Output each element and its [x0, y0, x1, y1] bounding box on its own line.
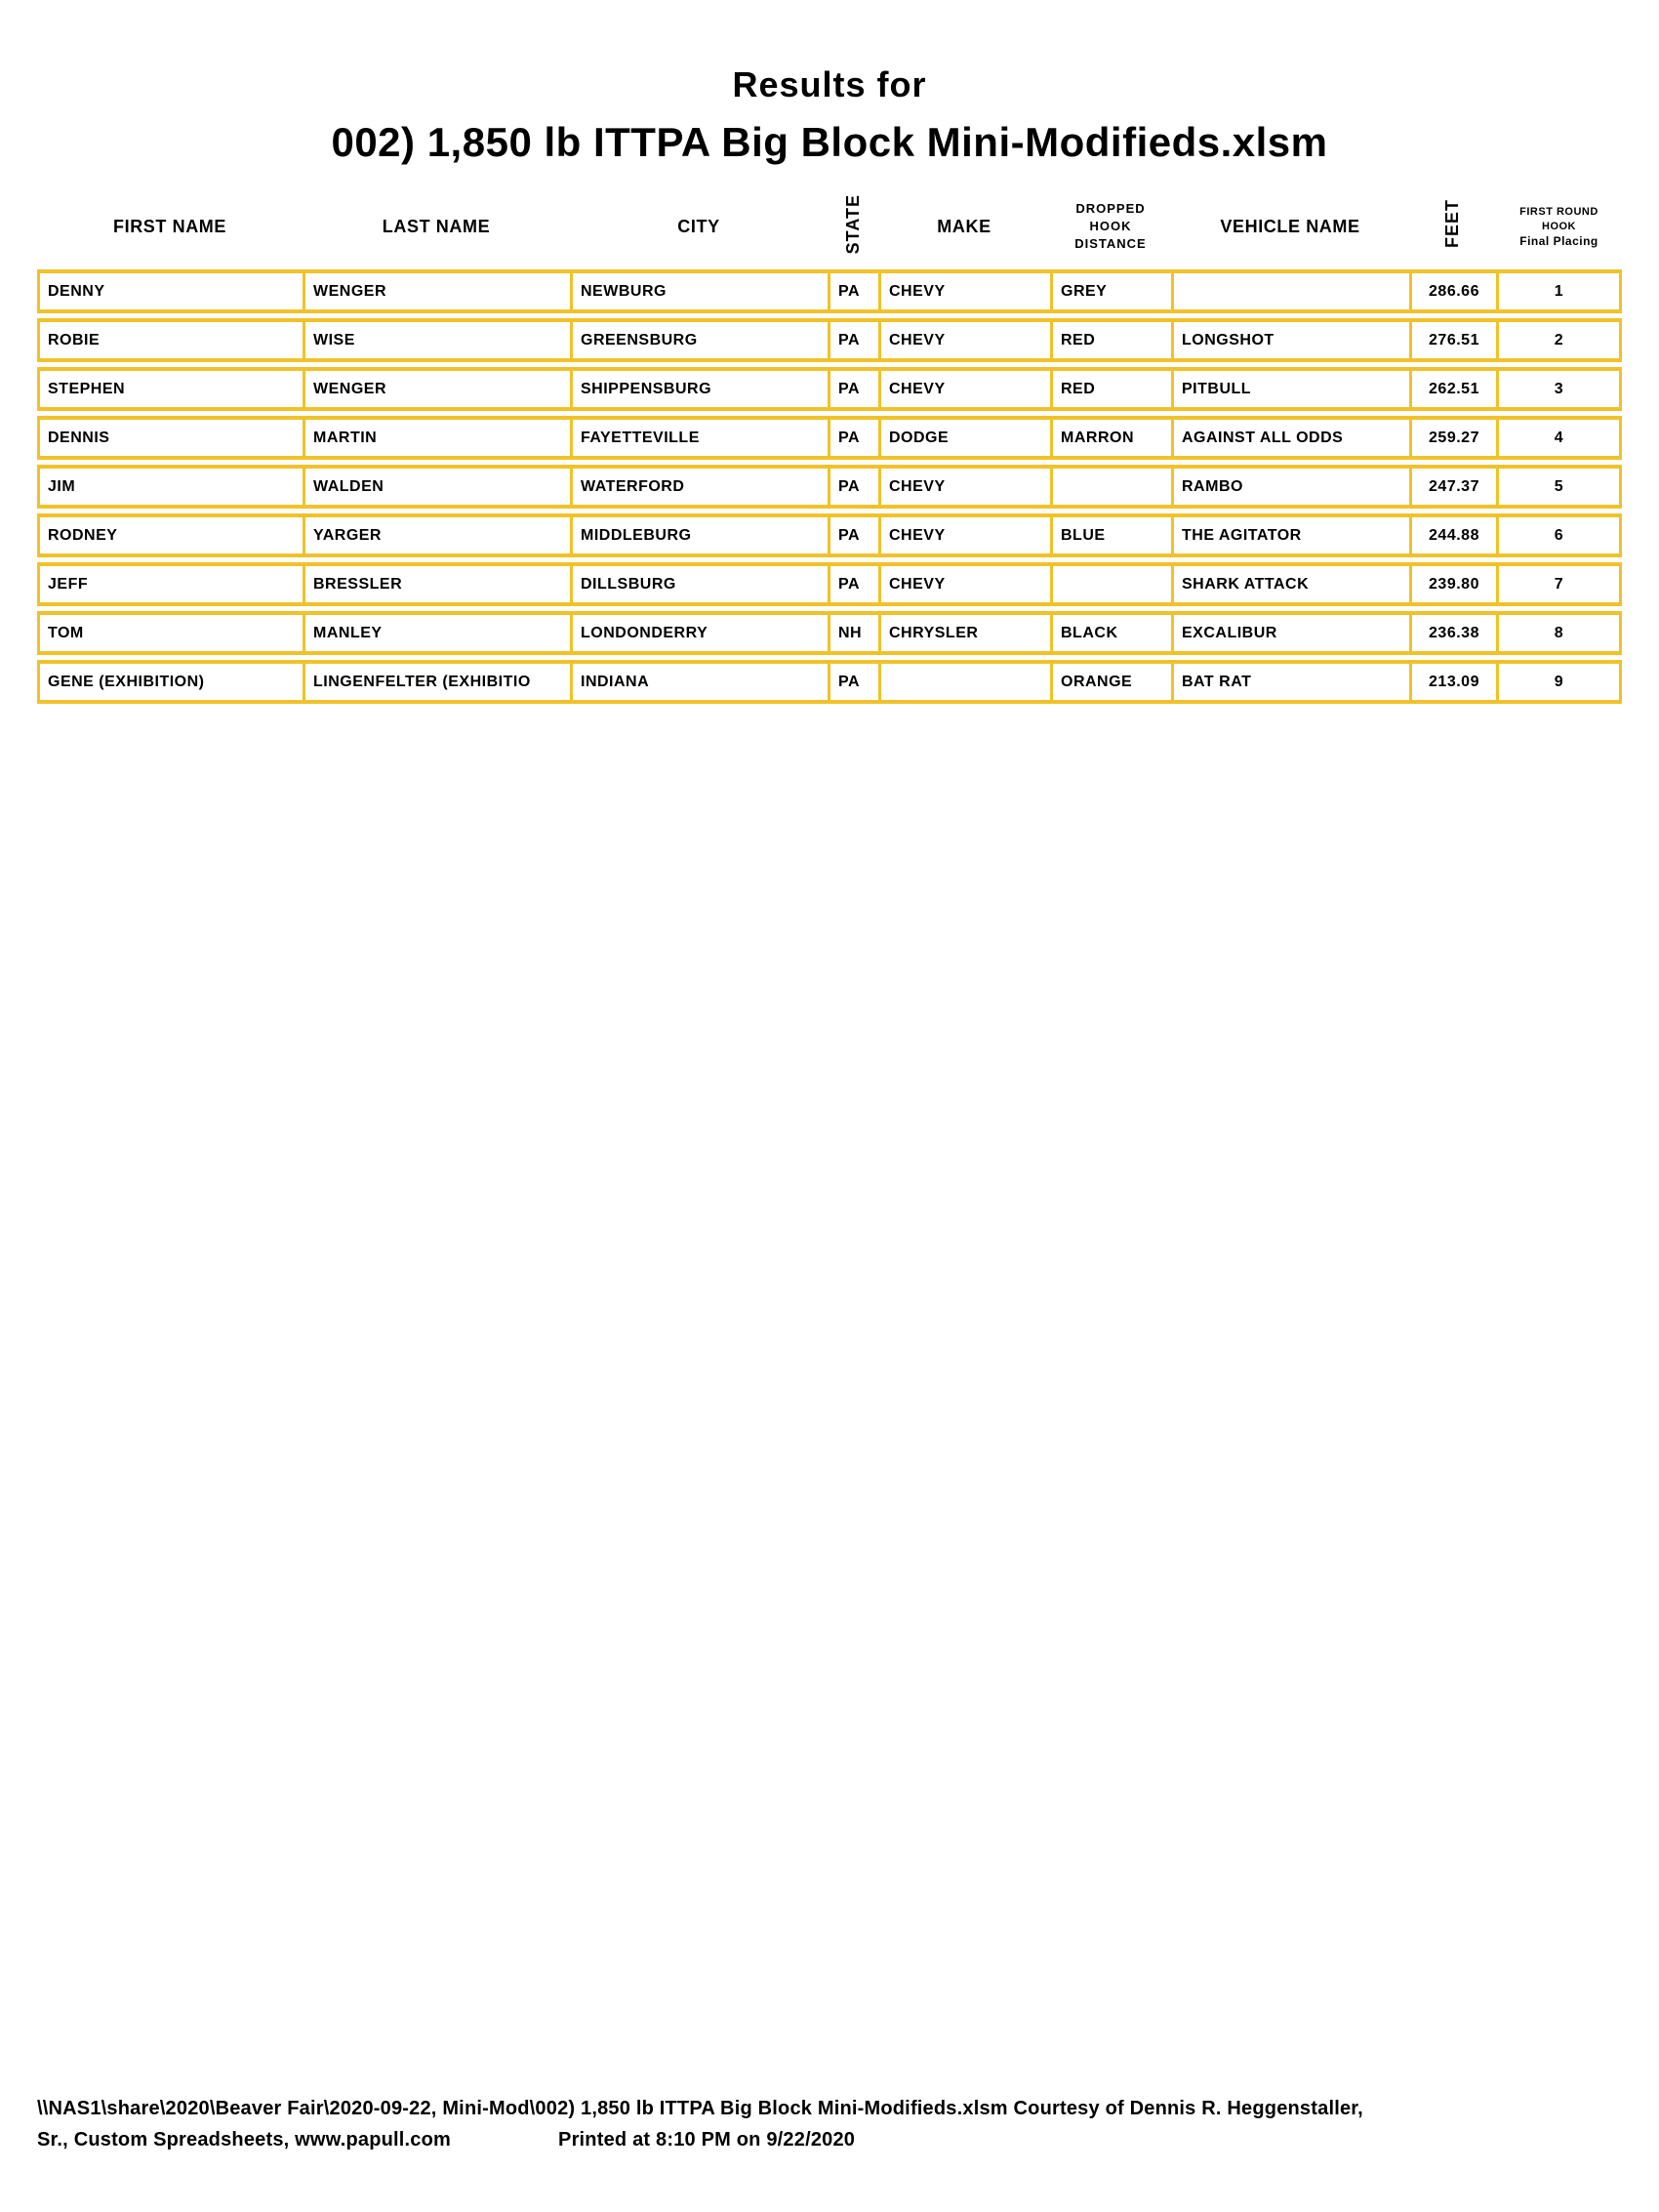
- feet-vertical-label: FEET: [1442, 199, 1462, 249]
- column-header-first-round-hook-placing: [1496, 188, 1622, 265]
- cell-city: INDIANA: [570, 660, 828, 704]
- cell-make: CHEVY: [878, 269, 1050, 313]
- cell-state: NH: [828, 611, 878, 655]
- cell-vehicle-name: THE AGITATOR: [1171, 513, 1409, 557]
- cell-dropped-hook-distance: ORANGE: [1050, 660, 1171, 704]
- cell-state: PA: [828, 269, 878, 313]
- cell-make: CHEVY: [878, 318, 1050, 362]
- cell-vehicle-name: BAT RAT: [1171, 660, 1409, 704]
- column-header-state: [828, 188, 878, 265]
- cell-first-name: GENE (EXHIBITION): [37, 660, 303, 704]
- printed-report-page: [0, 64, 1659, 2212]
- cell-state: PA: [828, 465, 878, 509]
- cell-dropped-hook-distance: BLACK: [1050, 611, 1171, 655]
- column-header-city: CITY: [677, 216, 720, 236]
- cell-placing: 5: [1496, 465, 1622, 509]
- table-row: [37, 465, 1622, 509]
- table-row: [37, 367, 1622, 411]
- cell-make: CHEVY: [878, 465, 1050, 509]
- table-row: [37, 269, 1622, 313]
- cell-make: DODGE: [878, 416, 1050, 460]
- cell-feet: 239.80: [1409, 562, 1496, 606]
- header-line-dropped: DROPPED: [1075, 201, 1146, 216]
- cell-dropped-hook-distance: [1050, 562, 1171, 606]
- cell-first-name: JIM: [37, 465, 303, 509]
- table-row: [37, 660, 1622, 704]
- cell-dropped-hook-distance: GREY: [1050, 269, 1171, 313]
- column-header-vehicle-name: VEHICLE NAME: [1220, 216, 1360, 236]
- cell-first-name: JEFF: [37, 562, 303, 606]
- cell-vehicle-name: LONGSHOT: [1171, 318, 1409, 362]
- footer-printed-timestamp: Printed at 8:10 PM on 9/22/2020: [558, 2129, 856, 2151]
- column-header-dropped-hook-distance: [1050, 188, 1171, 265]
- cell-first-name: ROBIE: [37, 318, 303, 362]
- cell-city: DILLSBURG: [570, 562, 828, 606]
- cell-city: LONDONDERRY: [570, 611, 828, 655]
- cell-vehicle-name: EXCALIBUR: [1171, 611, 1409, 655]
- cell-city: MIDDLEBURG: [570, 513, 828, 557]
- cell-placing: 4: [1496, 416, 1622, 460]
- cell-feet: 286.66: [1409, 269, 1496, 313]
- cell-vehicle-name: AGAINST ALL ODDS: [1171, 416, 1409, 460]
- table-row: [37, 562, 1622, 606]
- cell-make: CHEVY: [878, 367, 1050, 411]
- results-table-body: [37, 269, 1622, 704]
- cell-state: PA: [828, 318, 878, 362]
- header-row: [37, 188, 1622, 265]
- cell-feet: 213.09: [1409, 660, 1496, 704]
- cell-feet: 259.27: [1409, 416, 1496, 460]
- footer-line2: [37, 2124, 1622, 2155]
- cell-city: GREENSBURG: [570, 318, 828, 362]
- column-header-last-name: LAST NAME: [382, 216, 491, 236]
- cell-placing: 6: [1496, 513, 1622, 557]
- footer-courtesy-text: Sr., Custom Spreadsheets, www.papull.com: [37, 2129, 452, 2151]
- cell-feet: 236.38: [1409, 611, 1496, 655]
- column-header-feet: [1409, 188, 1496, 265]
- cell-city: WATERFORD: [570, 465, 828, 509]
- table-row: [37, 318, 1622, 362]
- cell-state: PA: [828, 367, 878, 411]
- cell-last-name: BRESSLER: [303, 562, 570, 606]
- cell-last-name: MANLEY: [303, 611, 570, 655]
- results-table: [37, 184, 1622, 709]
- table-row: [37, 416, 1622, 460]
- cell-first-name: RODNEY: [37, 513, 303, 557]
- cell-vehicle-name: RAMBO: [1171, 465, 1409, 509]
- header-line-first-round: FIRST ROUND: [1519, 205, 1598, 218]
- cell-last-name: YARGER: [303, 513, 570, 557]
- cell-feet: 247.37: [1409, 465, 1496, 509]
- cell-feet: 276.51: [1409, 318, 1496, 362]
- page-title-line1: Results for: [732, 64, 927, 104]
- cell-vehicle-name: SHARK ATTACK: [1171, 562, 1409, 606]
- state-vertical-label: STATE: [842, 193, 863, 255]
- column-header-first-name: FIRST NAME: [113, 216, 226, 236]
- cell-first-name: DENNIS: [37, 416, 303, 460]
- cell-state: PA: [828, 562, 878, 606]
- cell-placing: 9: [1496, 660, 1622, 704]
- cell-feet: 244.88: [1409, 513, 1496, 557]
- cell-first-name: DENNY: [37, 269, 303, 313]
- cell-city: SHIPPENSBURG: [570, 367, 828, 411]
- header-line-final-placing: Final Placing: [1519, 233, 1598, 248]
- cell-last-name: WISE: [303, 318, 570, 362]
- table-row: [37, 611, 1622, 655]
- page-title-line2: 002) 1,850 lb ITTPA Big Block Mini-Modifieds.xlsm: [331, 119, 1328, 165]
- cell-make: CHEVY: [878, 513, 1050, 557]
- cell-vehicle-name: [1171, 269, 1409, 313]
- cell-dropped-hook-distance: [1050, 465, 1171, 509]
- cell-state: PA: [828, 660, 878, 704]
- cell-last-name: WENGER: [303, 367, 570, 411]
- cell-dropped-hook-distance: RED: [1050, 367, 1171, 411]
- report-footer: [37, 2093, 1622, 2155]
- cell-city: NEWBURG: [570, 269, 828, 313]
- cell-placing: 2: [1496, 318, 1622, 362]
- cell-last-name: LINGENFELTER (EXHIBITIO: [303, 660, 570, 704]
- cell-placing: 8: [1496, 611, 1622, 655]
- header-line-distance: DISTANCE: [1074, 236, 1147, 251]
- cell-last-name: WENGER: [303, 269, 570, 313]
- cell-make: [878, 660, 1050, 704]
- table-row: [37, 513, 1622, 557]
- cell-dropped-hook-distance: BLUE: [1050, 513, 1171, 557]
- cell-dropped-hook-distance: MARRON: [1050, 416, 1171, 460]
- cell-state: PA: [828, 513, 878, 557]
- header-line-hook-2: HOOK: [1542, 220, 1576, 232]
- cell-feet: 262.51: [1409, 367, 1496, 411]
- cell-state: PA: [828, 416, 878, 460]
- cell-dropped-hook-distance: RED: [1050, 318, 1171, 362]
- cell-make: CHRYSLER: [878, 611, 1050, 655]
- cell-placing: 3: [1496, 367, 1622, 411]
- cell-city: FAYETTEVILLE: [570, 416, 828, 460]
- cell-first-name: STEPHEN: [37, 367, 303, 411]
- cell-last-name: WALDEN: [303, 465, 570, 509]
- cell-vehicle-name: PITBULL: [1171, 367, 1409, 411]
- cell-make: CHEVY: [878, 562, 1050, 606]
- cell-placing: 7: [1496, 562, 1622, 606]
- footer-line1: \\NAS1\share\2020\Beaver Fair\2020-09-22, Mini-Mod\002) 1,850 lb ITTPA Big Block Mini-Modifieds.xlsm Courtesy of Dennis R. Heggenstaller,: [37, 2098, 1363, 2119]
- cell-placing: 1: [1496, 269, 1622, 313]
- header-line-hook: HOOK: [1089, 219, 1132, 233]
- cell-last-name: MARTIN: [303, 416, 570, 460]
- column-header-make: MAKE: [937, 216, 991, 236]
- report-header: [37, 64, 1622, 166]
- cell-first-name: TOM: [37, 611, 303, 655]
